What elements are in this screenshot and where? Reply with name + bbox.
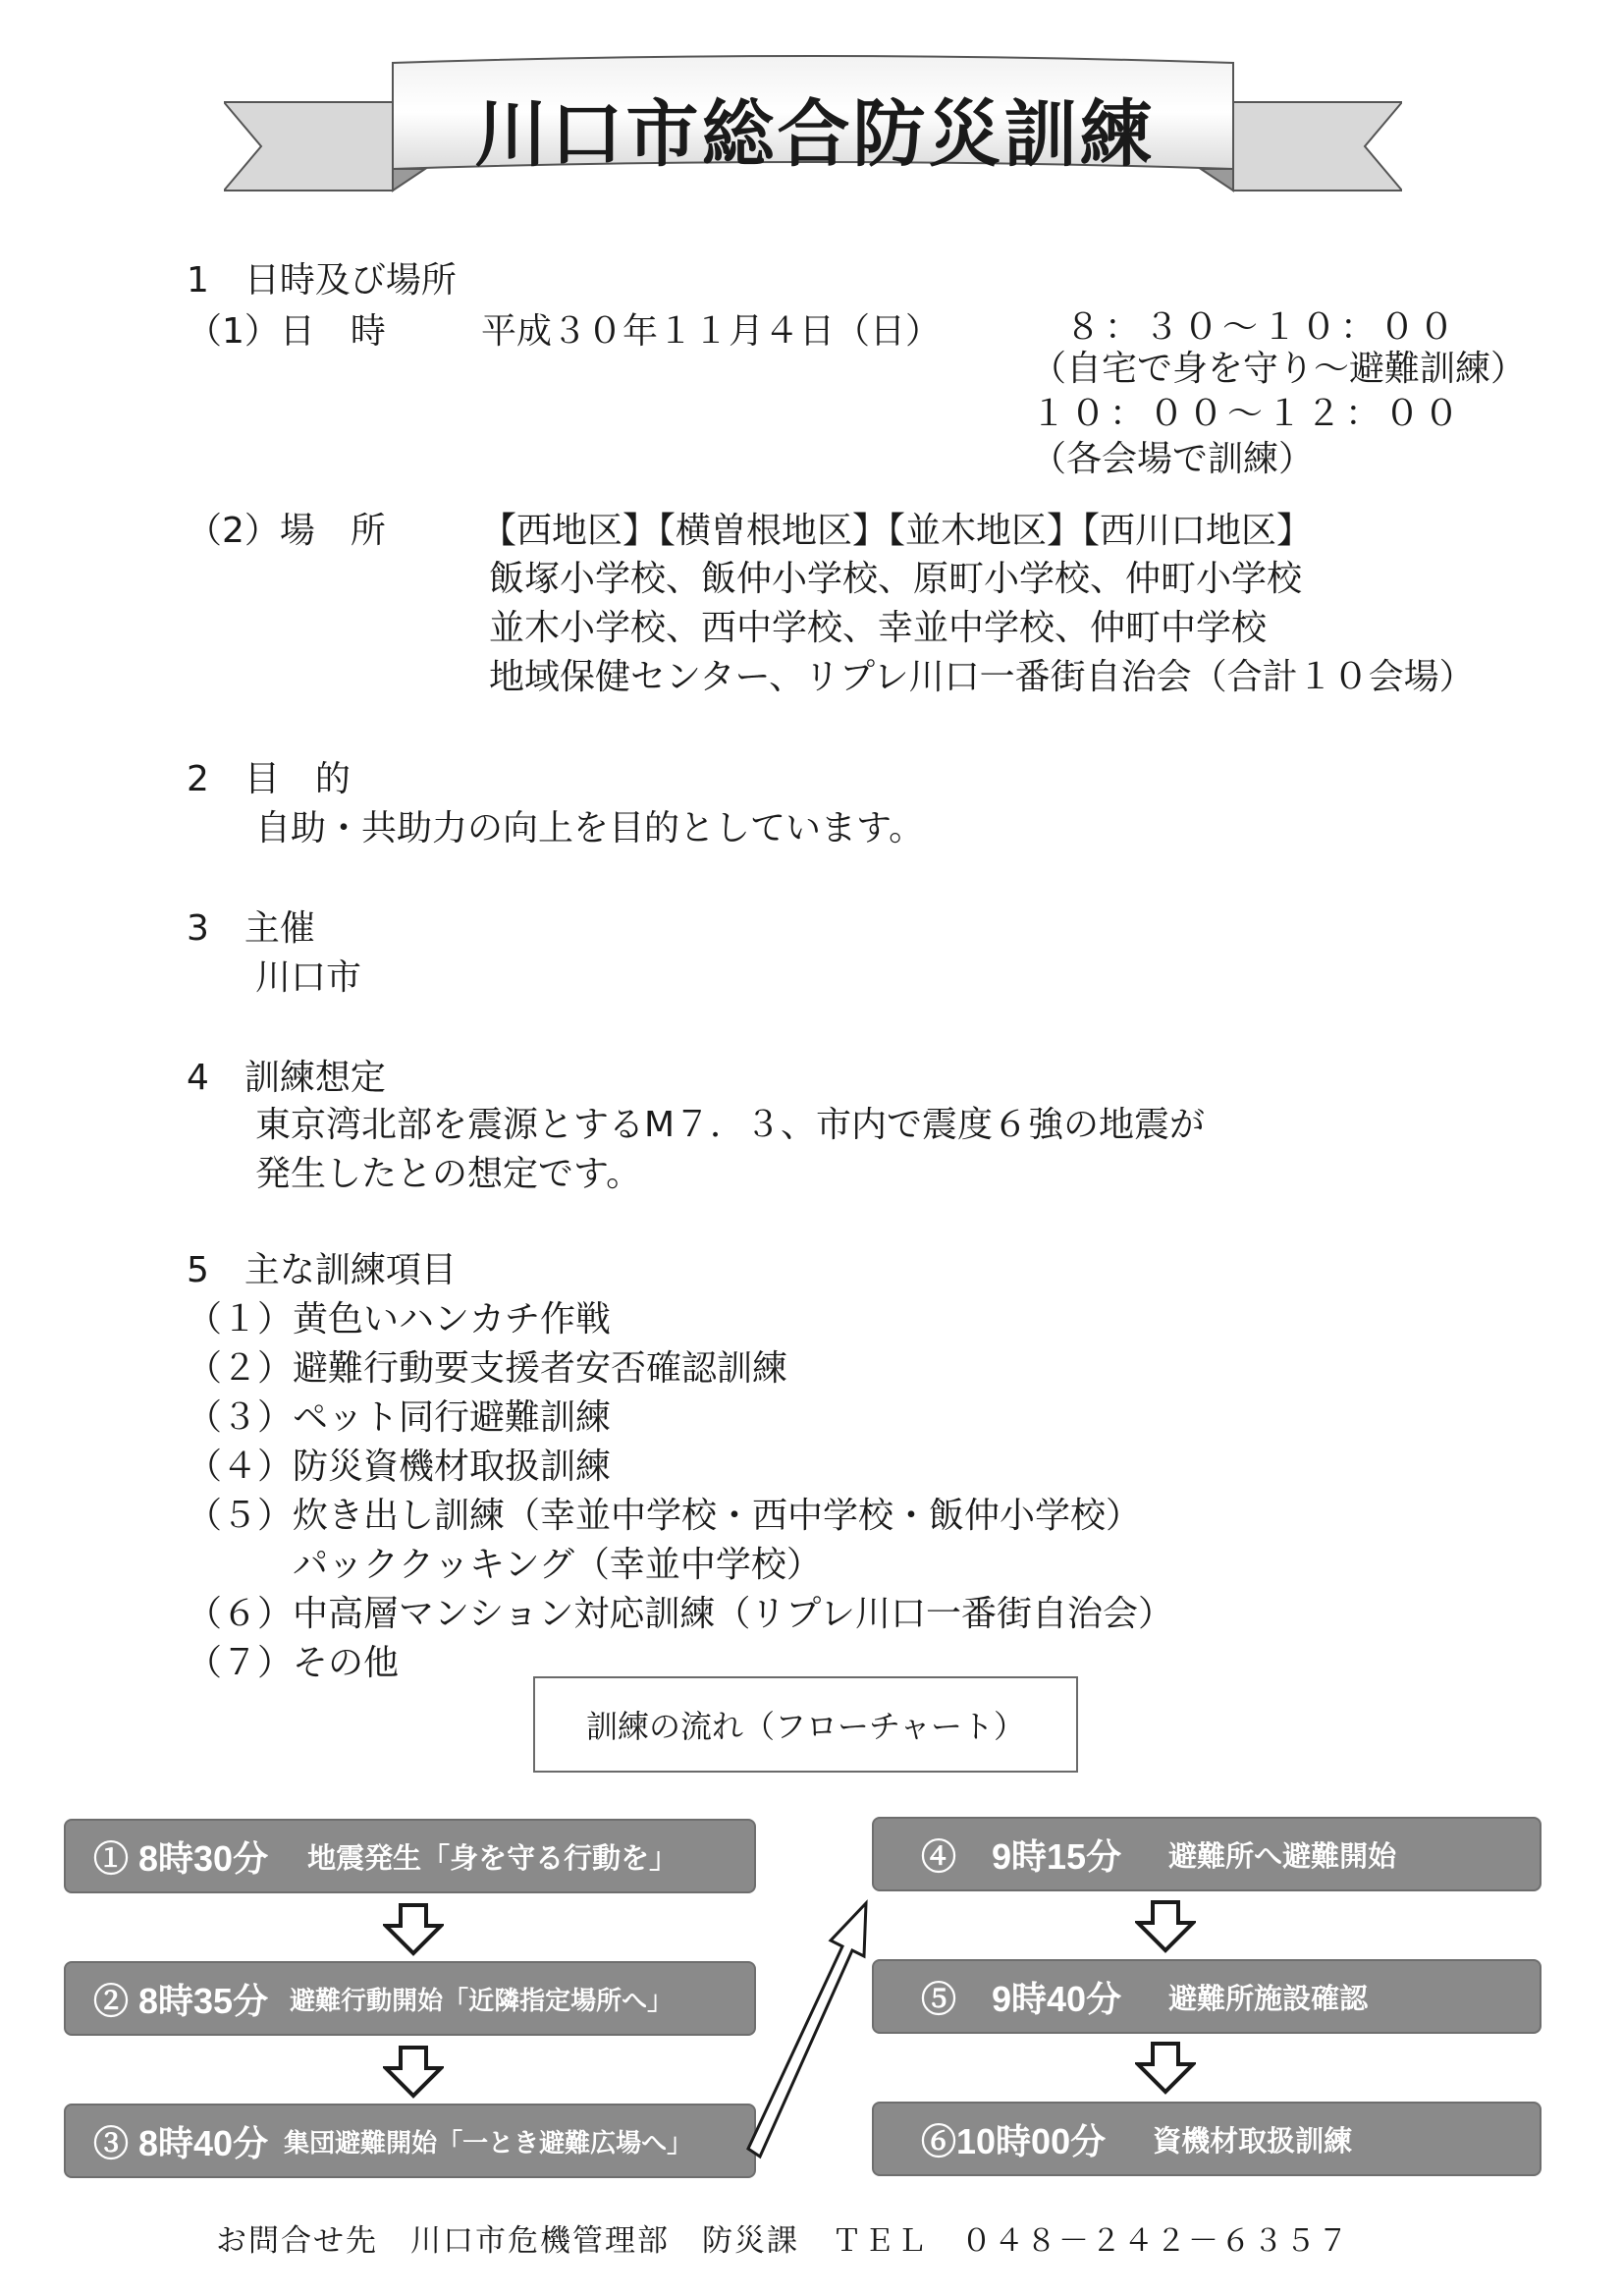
page-title: 川口市総合防災訓練 <box>474 92 1156 177</box>
section-3-heading: 3 主催 <box>187 908 315 949</box>
flow-step-4 <box>872 1817 1542 1891</box>
section-5-heading: 5 主な訓練項目 <box>187 1250 457 1290</box>
contact-footer: お問合せ先 川口市危機管理部 防災課 ＴＥＬ ０４８－２４２－６３５７ <box>216 2223 1350 2259</box>
time-slot-2-note: （各会場で訓練） <box>1031 439 1315 479</box>
place-line: 【西地区】【横曽根地区】【並木地区】【西川口地区】 <box>481 511 1313 551</box>
section-1-heading: 1 日時及び場所 <box>187 260 457 301</box>
training-item: （４）防災資機材取扱訓練 <box>187 1447 612 1487</box>
section-2-heading: 2 目 的 <box>187 759 351 799</box>
flow-step-time: ③ 8時40分 <box>93 2122 269 2163</box>
flow-step-desc: 避難行動開始「近隣指定場所へ」 <box>290 1985 674 2015</box>
training-item-continuation: パッククッキング（幸並中学校） <box>293 1545 822 1585</box>
flow-step-6 <box>872 2102 1542 2176</box>
place-line: 並木小学校、西中学校、幸並中学校、仲町中学校 <box>489 608 1268 648</box>
training-item: （３）ペット同行避難訓練 <box>187 1397 612 1438</box>
flow-step-time: ④ 9時15分 <box>921 1835 1122 1877</box>
flow-step-desc: 集団避難開始「一とき避難広場へ」 <box>284 2127 693 2158</box>
arrow-up-right-icon <box>736 1886 893 2160</box>
section-2-body: 自助・共助力の向上を目的としています。 <box>255 808 925 848</box>
flow-step-3 <box>64 2104 756 2178</box>
flow-step-1 <box>64 1819 756 1893</box>
place-label: （2）場 所 <box>187 511 386 551</box>
flow-step-time: ② 8時35分 <box>93 1980 269 2021</box>
section-4-body-line: 東京湾北部を震源とするM７．３、市内で震度６強の地震が <box>255 1105 1206 1145</box>
training-item: （７）その他 <box>187 1643 400 1683</box>
arrow-down-icon <box>383 1902 444 1957</box>
datetime-label: （1）日 時 <box>187 311 386 352</box>
flow-step-desc: 資機材取扱訓練 <box>1153 2125 1353 2158</box>
flow-step-time: ⑥10時00分 <box>921 2120 1107 2161</box>
flow-step-time: ⑤ 9時40分 <box>921 1978 1122 2019</box>
flow-step-desc: 地震発生「身を守る行動を」 <box>307 1842 678 1875</box>
place-line: 地域保健センター、リプレ川口一番街自治会（合計１０会場） <box>489 657 1475 697</box>
time-slot-2: １０：００～１２：００ <box>1031 394 1464 434</box>
flow-step-desc: 避難所へ避難開始 <box>1168 1840 1397 1873</box>
training-item: （６）中高層マンション対応訓練（リプレ川口一番街自治会） <box>187 1594 1173 1634</box>
flow-step-desc: 避難所施設確認 <box>1168 1983 1369 2015</box>
flowchart-caption: 訓練の流れ（フローチャート） <box>533 1676 1078 1773</box>
time-slot-1: ８：３０～１０：００ <box>1065 307 1459 348</box>
section-3-body: 川口市 <box>255 957 362 998</box>
training-item: （１）黄色いハンカチ作戦 <box>187 1299 612 1339</box>
arrow-down-icon <box>1135 1899 1196 1954</box>
section-4-body-line: 発生したとの想定です。 <box>255 1154 642 1194</box>
arrow-down-icon <box>1135 2041 1196 2096</box>
section-4-heading: 4 訓練想定 <box>187 1058 386 1098</box>
flow-step-time: ① 8時30分 <box>93 1837 269 1879</box>
training-item: （２）避難行動要支援者安否確認訓練 <box>187 1348 788 1389</box>
flow-step-2 <box>64 1961 756 2036</box>
time-slot-1-note: （自宅で身を守り～避難訓練） <box>1031 349 1527 389</box>
place-line: 飯塚小学校、飯仲小学校、原町小学校、仲町小学校 <box>489 559 1303 599</box>
training-item: （５）炊き出し訓練（幸並中学校・西中学校・飯仲小学校） <box>187 1496 1142 1536</box>
arrow-down-icon <box>383 2045 444 2100</box>
event-date: 平成３０年１１月４日（日） <box>481 311 942 352</box>
flow-step-5 <box>872 1959 1542 2034</box>
